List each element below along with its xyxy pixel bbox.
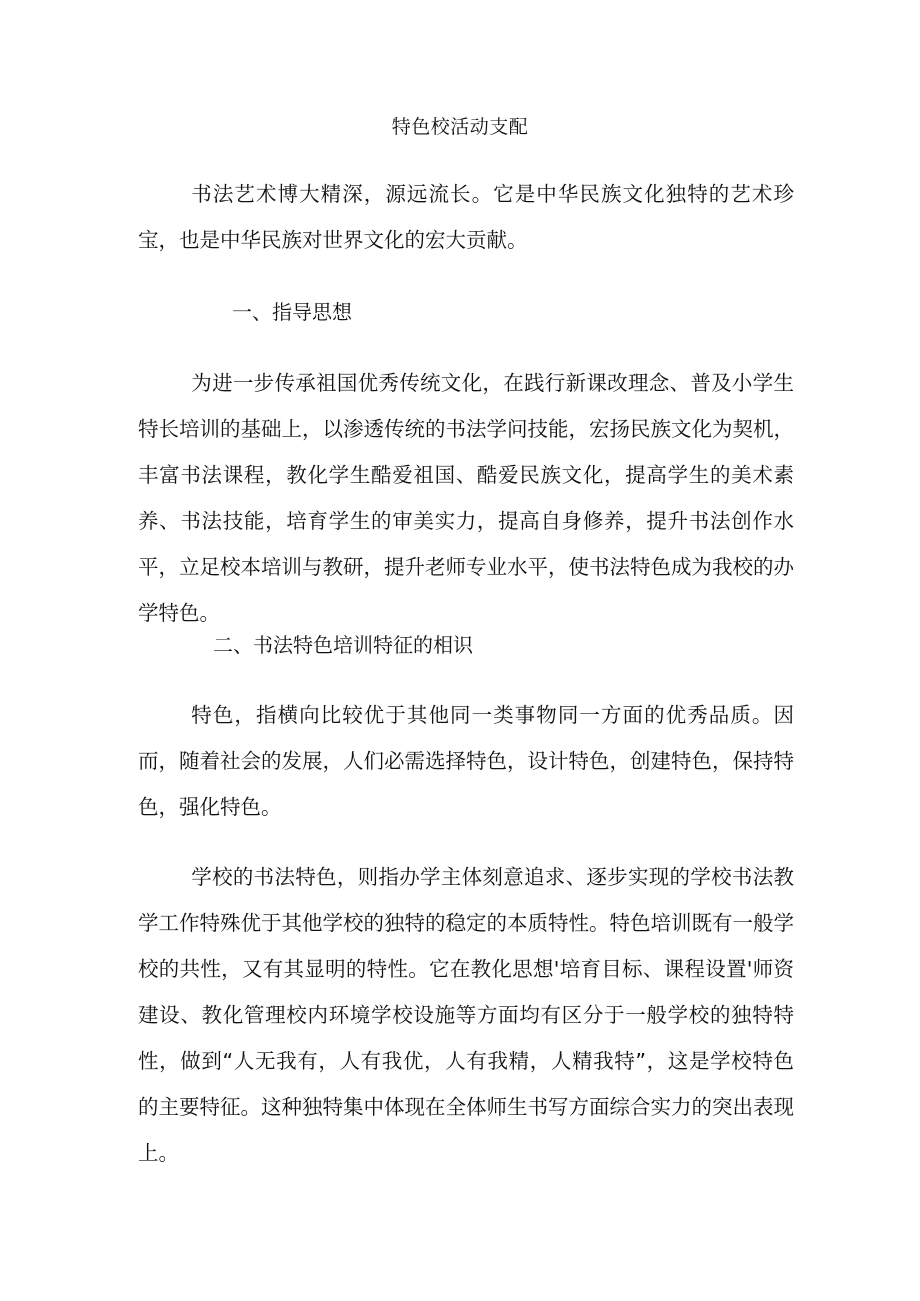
document-title: 特色校活动支配 [391,116,529,138]
section-heading-calligraphy-features: 二、书法特色培训特征的相识 [213,633,473,657]
school-feature-paragraph: 学校的书法特色，则指办学主体刻意追求、逐步实现的学校书法教学工作特殊优于其他学校的独特的稳定的本质特性。特色培训既有一般学校的共性，又有其显明的特性。它在教化思想'培育目标、课程设置'师资建设、教化管理校内环境学校设施等方面均有区分于一般学校的独特特性，做到“人无我有，人有我优，人有我精，人精我特”，这是学校特色的主要特征。这种独特集中体现在全体师生书写方面综合实力的突出表现上。 [138,865,794,1165]
feature-definition-paragraph: 特色，指横向比较优于其他同一类事物同一方面的优秀品质。因而，随着社会的发展，人们必需选择特色，设计特色，创建特色，保持特色，强化特色。 [138,703,794,819]
guiding-ideology-paragraph: 为进一步传承祖国优秀传统文化，在践行新课改理念、普及小学生特长培训的基础上，以渗透传统的书法学问技能，宏扬民族文化为契机，丰富书法课程，教化学生酷爱祖国、酷爱民族文化，提高学生的美术素养、书法技能，培育学生的审美实力，提高自身修养，提升书法创作水平，立足校本培训与教研，提升老师专业水平，使书法特色成为我校的办学特色。 [138,371,794,625]
section-heading-guiding-ideology: 一、指导思想 [232,300,352,324]
intro-paragraph: 书法艺术博大精深，源远流长。它是中华民族文化独特的艺术珍宝，也是中华民族对世界文化的宏大贡献。 [138,182,794,252]
